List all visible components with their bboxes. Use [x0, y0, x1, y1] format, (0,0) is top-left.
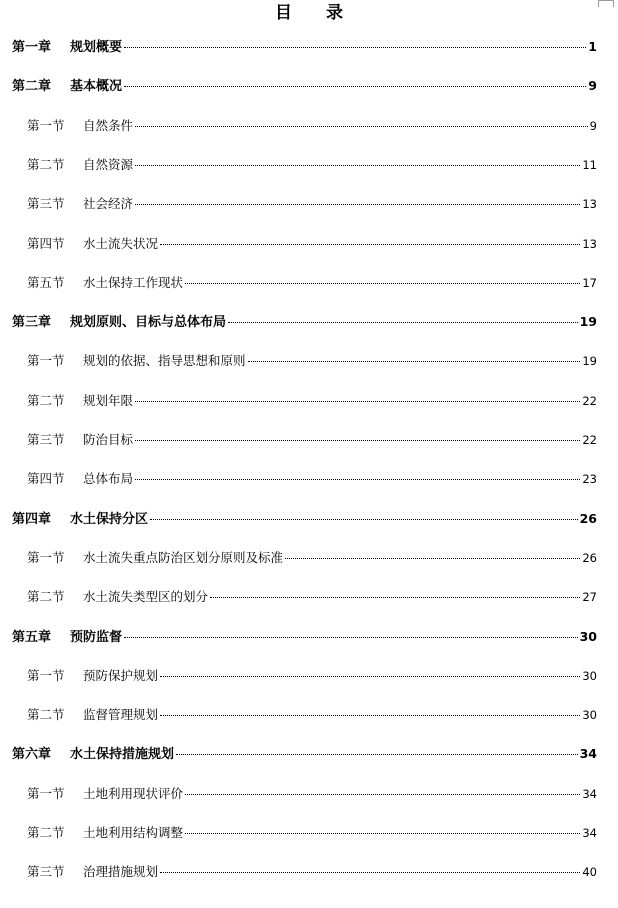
- section-number: 第二节: [27, 393, 65, 408]
- page-number: 26: [582, 551, 597, 565]
- page-number: 40: [582, 865, 597, 879]
- page-number: 30: [582, 708, 597, 722]
- page-number: 26: [579, 511, 597, 526]
- dot-leader: [210, 596, 580, 598]
- toc-section-entry[interactable]: [0, 862, 618, 882]
- toc-entry-label: [27, 430, 133, 450]
- page-number: 1: [588, 39, 597, 54]
- section-title: 土地利用结构调整: [83, 825, 184, 840]
- chapter-number: 第一章: [12, 40, 52, 55]
- toc-entry-row: [27, 116, 597, 136]
- page-number: 19: [579, 314, 597, 329]
- chapter-number: 第二章: [12, 79, 52, 94]
- toc-entry-row: [27, 194, 597, 214]
- toc-entry-row: [27, 391, 597, 411]
- dot-leader: [150, 518, 578, 520]
- section-number: 第一节: [27, 353, 65, 368]
- chapter-title: 规划概要: [70, 40, 123, 55]
- toc-entry-label: [27, 351, 246, 371]
- section-title: 水土流失状况: [83, 236, 159, 251]
- toc-entry-row: [27, 587, 597, 607]
- section-number: 第二节: [27, 707, 65, 722]
- toc-entry-row: [27, 666, 597, 686]
- chapter-title: 水土保持分区: [70, 512, 149, 527]
- chapter-number: 第五章: [12, 630, 52, 645]
- section-title: 总体布局: [83, 471, 134, 486]
- section-number: 第三节: [27, 196, 65, 211]
- chapter-title: 基本概况: [70, 79, 123, 94]
- toc-entry-label: [12, 510, 148, 530]
- dot-leader: [135, 400, 580, 402]
- toc-chapter-entry[interactable]: [0, 37, 618, 57]
- dot-leader: [185, 282, 580, 284]
- dot-leader: [185, 793, 580, 795]
- dot-leader: [124, 636, 578, 638]
- toc-entry-label: [27, 469, 133, 489]
- toc-chapter-entry[interactable]: [0, 76, 618, 96]
- toc-entry-row: [12, 76, 597, 96]
- toc-chapter-entry[interactable]: [0, 744, 618, 764]
- page-number: 22: [582, 394, 597, 408]
- section-title: 水土流失类型区的划分: [83, 589, 209, 604]
- toc-entry-label: [27, 823, 183, 843]
- page-number: 17: [582, 276, 597, 290]
- toc-entry-label: [27, 194, 133, 214]
- chapter-title: 水土保持措施规划: [70, 747, 175, 762]
- toc-entry-row: [27, 823, 597, 843]
- dot-leader: [135, 203, 580, 205]
- section-title: 防治目标: [83, 432, 134, 447]
- toc-section-entry[interactable]: [0, 548, 618, 568]
- toc-chapter-entry[interactable]: [0, 627, 618, 647]
- toc-entry-label: [27, 666, 158, 686]
- page-number: 30: [582, 669, 597, 683]
- section-number: 第五节: [27, 275, 65, 290]
- toc-section-entry[interactable]: [0, 155, 618, 175]
- toc-section-entry[interactable]: [0, 351, 618, 371]
- toc-title: 目 录: [275, 3, 357, 23]
- page-number: 34: [579, 746, 597, 761]
- toc-entry-row: [27, 273, 597, 293]
- toc-entry-row: [27, 351, 597, 371]
- section-number: 第二节: [27, 157, 65, 172]
- toc-entry-label: [12, 77, 122, 97]
- page-number: 11: [582, 158, 597, 172]
- toc-entry-row: [27, 548, 597, 568]
- section-title: 自然资源: [83, 157, 134, 172]
- toc-entry-row: [27, 430, 597, 450]
- toc-entry-label: [27, 784, 183, 804]
- section-number: 第一节: [27, 786, 65, 801]
- chapter-title: 规划原则、目标与总体布局: [70, 315, 227, 330]
- section-title: 规划年限: [83, 393, 134, 408]
- dot-leader: [124, 46, 586, 48]
- toc-entry-label: [12, 745, 174, 765]
- toc-section-entry[interactable]: [0, 194, 618, 214]
- toc-entry-row: [27, 705, 597, 725]
- section-title: 规划的依据、指导思想和原则: [83, 353, 246, 368]
- dot-leader: [135, 478, 580, 480]
- toc-entry-label: [27, 234, 158, 254]
- section-number: 第四节: [27, 471, 65, 486]
- toc-entry-label: [27, 587, 208, 607]
- section-title: 自然条件: [83, 118, 134, 133]
- toc-entry-row: [12, 312, 597, 332]
- page-number: 34: [582, 826, 597, 840]
- toc-chapter-entry[interactable]: [0, 312, 618, 332]
- dot-leader: [285, 557, 580, 559]
- section-title: 预防保护规划: [83, 668, 159, 683]
- toc-entry-label: [27, 548, 283, 568]
- page-number: 27: [582, 590, 597, 604]
- dot-leader: [160, 714, 580, 716]
- dot-leader: [160, 871, 580, 873]
- dot-leader: [248, 360, 581, 362]
- chapter-number: 第六章: [12, 747, 52, 762]
- toc-entry-row: [27, 784, 597, 804]
- toc-entry-row: [12, 509, 597, 529]
- section-title: 水土流失重点防治区划分原则及标准: [83, 550, 284, 565]
- toc-entry-row: [27, 469, 597, 489]
- dot-leader: [135, 439, 580, 441]
- toc-entry-row: [12, 744, 597, 764]
- toc-entry-label: [27, 391, 133, 411]
- page-number: 19: [582, 354, 597, 368]
- toc-section-entry[interactable]: [0, 705, 618, 725]
- page-number: 23: [582, 472, 597, 486]
- page-number: 34: [582, 787, 597, 801]
- toc-entry-row: [27, 155, 597, 175]
- section-title: 土地利用现状评价: [83, 786, 184, 801]
- section-title: 社会经济: [83, 196, 134, 211]
- dot-leader: [135, 125, 588, 127]
- toc-section-entry[interactable]: [0, 273, 618, 293]
- page-number: 30: [579, 629, 597, 644]
- toc-entry-row: [27, 234, 597, 254]
- page-number: 9: [588, 78, 597, 93]
- section-number: 第三节: [27, 432, 65, 447]
- dot-leader: [185, 832, 580, 834]
- toc-entry-label: [12, 628, 122, 648]
- section-number: 第二节: [27, 825, 65, 840]
- page-number: 13: [582, 197, 597, 211]
- toc-section-entry[interactable]: [0, 587, 618, 607]
- toc-entry-row: [12, 627, 597, 647]
- dot-leader: [176, 753, 578, 755]
- section-number: 第一节: [27, 668, 65, 683]
- dot-leader: [135, 164, 580, 166]
- chapter-number: 第四章: [12, 512, 52, 527]
- toc-entry-label: [27, 116, 133, 136]
- toc-chapter-entry[interactable]: [0, 509, 618, 529]
- dot-leader: [160, 675, 580, 677]
- section-number: 第一节: [27, 118, 65, 133]
- toc-entry-label: [27, 273, 183, 293]
- section-number: 第四节: [27, 236, 65, 251]
- dot-leader: [228, 321, 578, 323]
- chapter-title: 预防监督: [70, 630, 123, 645]
- toc-section-entry[interactable]: [0, 469, 618, 489]
- toc-section-entry[interactable]: [0, 666, 618, 686]
- page-number: 9: [589, 119, 597, 133]
- page-number: 13: [582, 237, 597, 251]
- toc-section-entry[interactable]: [0, 784, 618, 804]
- page-number: 22: [582, 433, 597, 447]
- toc-section-entry[interactable]: [0, 234, 618, 254]
- toc-entry-label: [12, 313, 226, 333]
- section-number: 第一节: [27, 550, 65, 565]
- chapter-number: 第三章: [12, 315, 52, 330]
- section-title: 水土保持工作现状: [83, 275, 184, 290]
- toc-entry-label: [27, 155, 133, 175]
- section-number: 第三节: [27, 864, 65, 879]
- toc-entry-row: [12, 37, 597, 57]
- section-number: 第二节: [27, 589, 65, 604]
- toc-entry-row: [27, 862, 597, 882]
- dot-leader: [160, 243, 580, 245]
- section-title: 监督管理规划: [83, 707, 159, 722]
- toc-entry-label: [27, 862, 158, 882]
- section-title: 治理措施规划: [83, 864, 159, 879]
- toc-section-entry[interactable]: [0, 116, 618, 136]
- toc-entry-label: [27, 705, 158, 725]
- dot-leader: [124, 85, 586, 87]
- toc-section-entry[interactable]: [0, 430, 618, 450]
- toc-section-entry[interactable]: [0, 823, 618, 843]
- toc-section-entry[interactable]: [0, 391, 618, 411]
- toc-entry-label: [12, 38, 122, 58]
